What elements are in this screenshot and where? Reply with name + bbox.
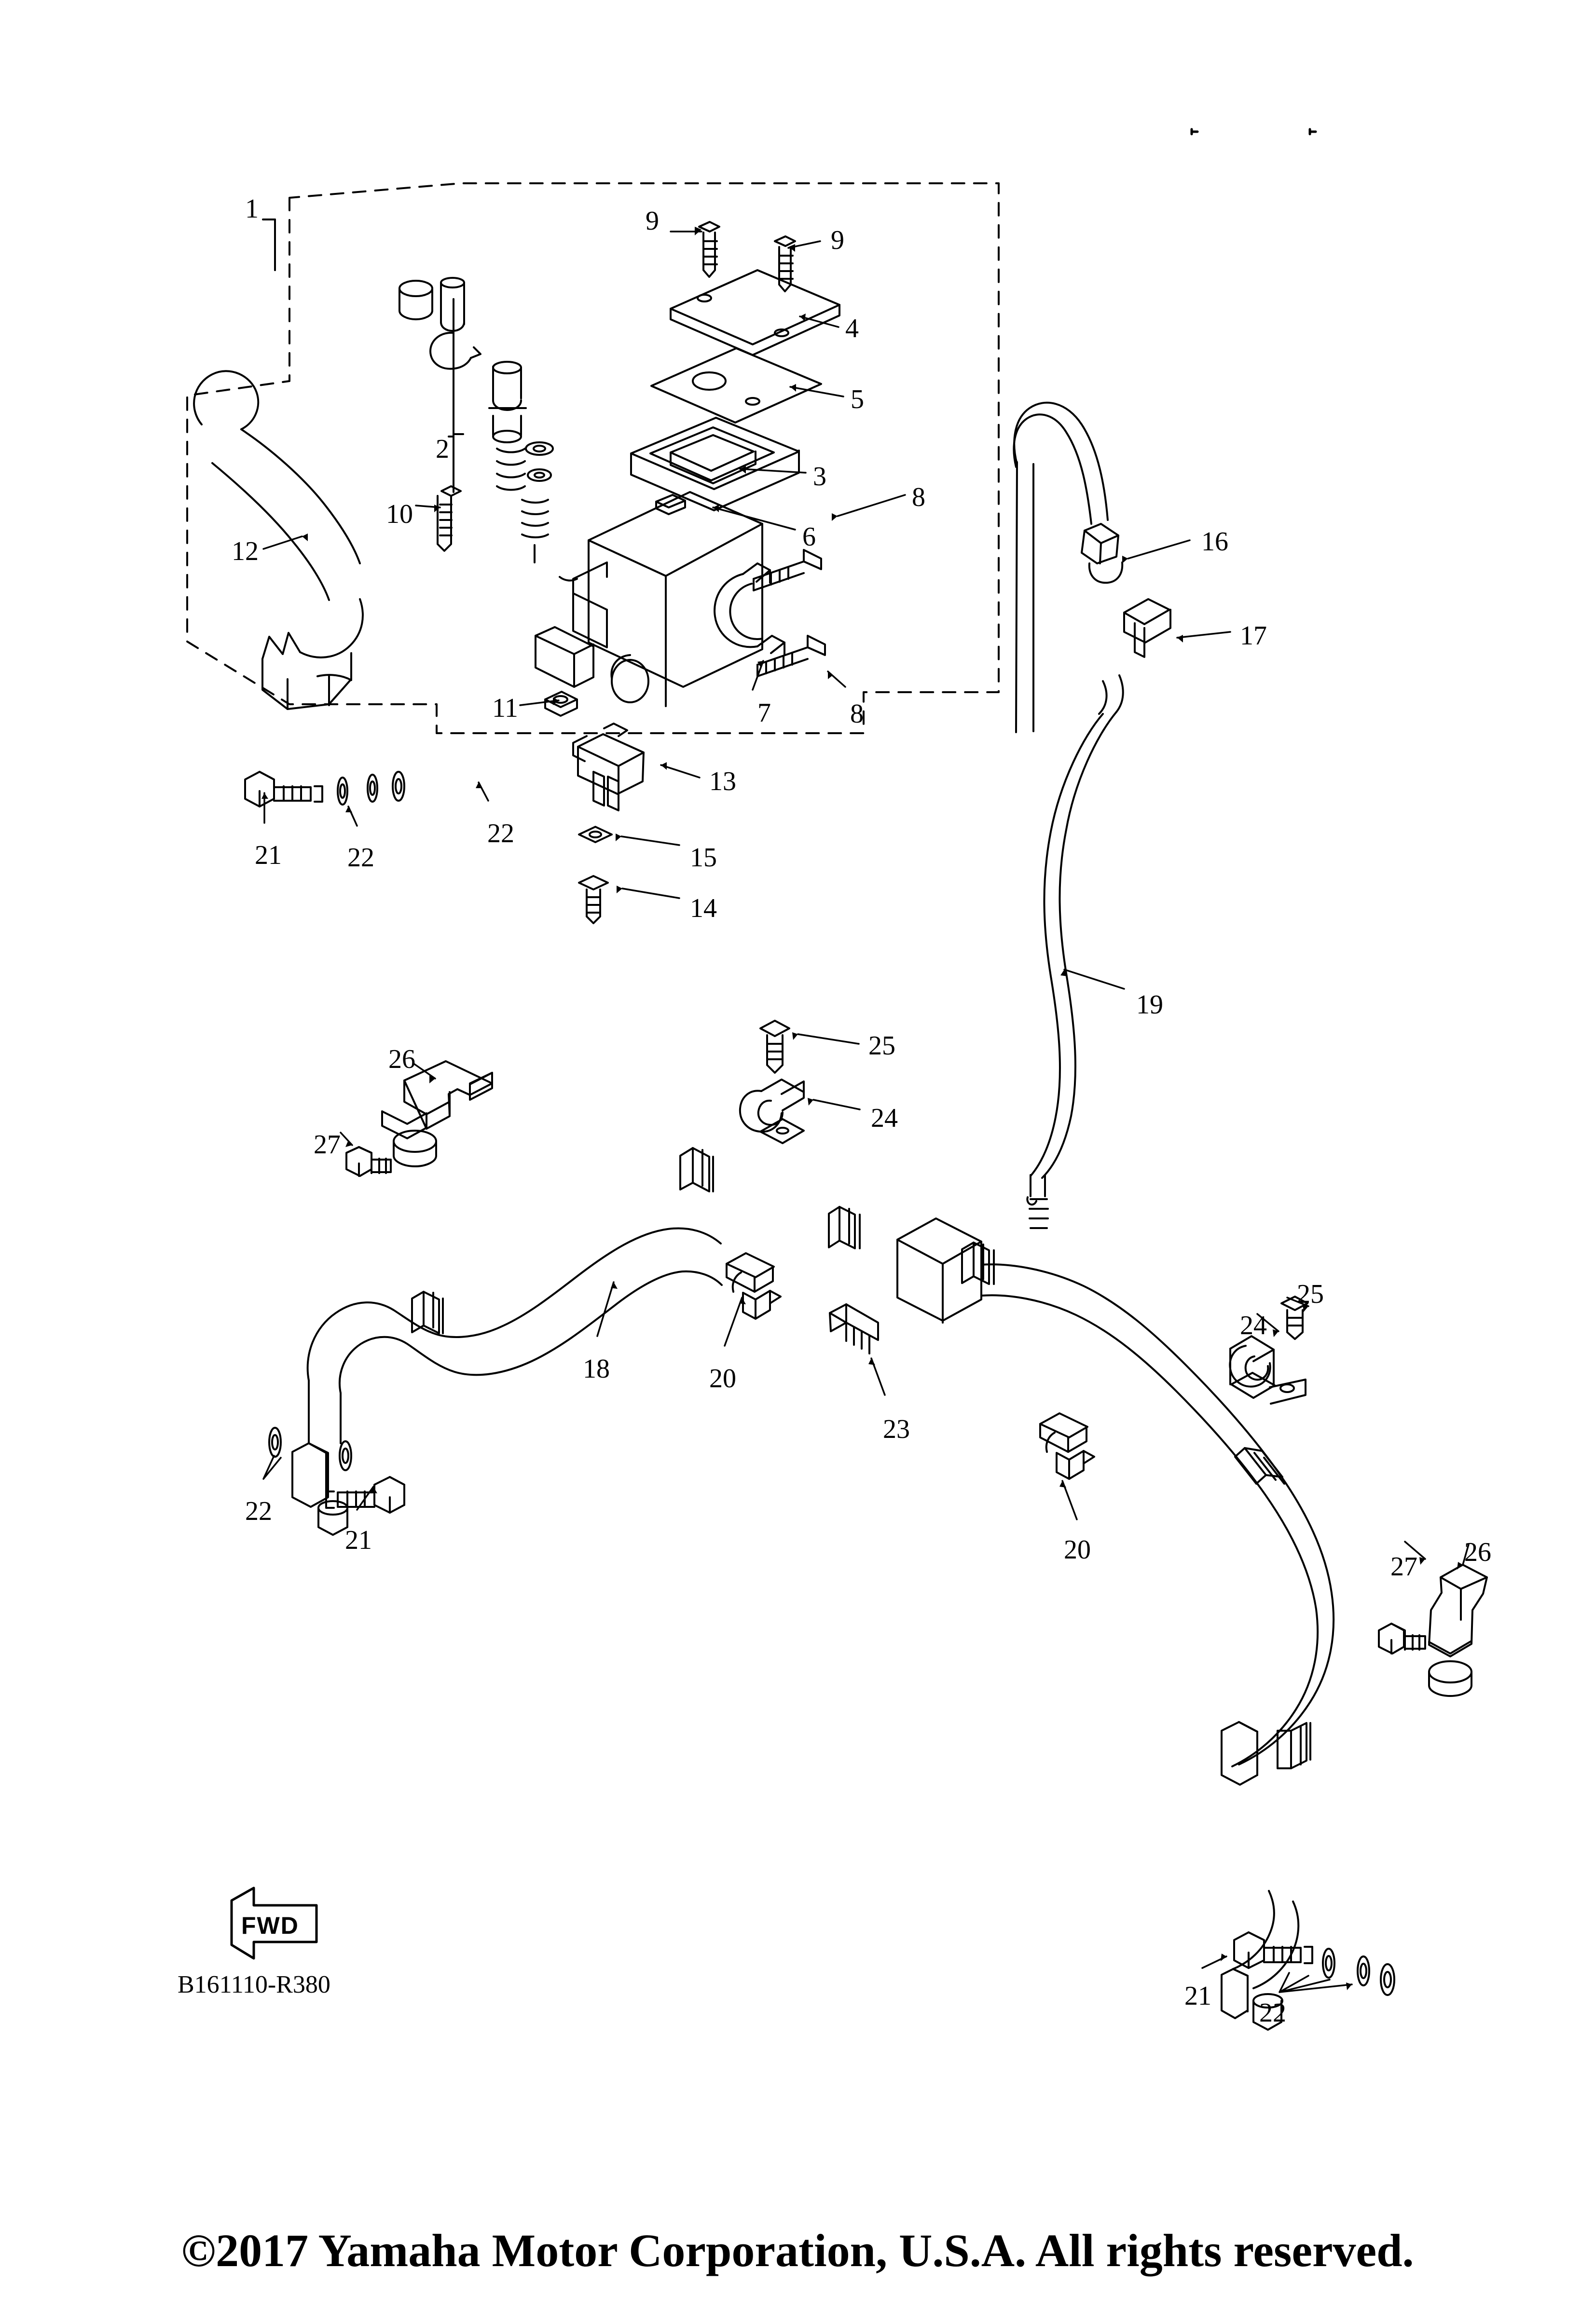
callout-label: 15 xyxy=(690,843,717,873)
callout-label: 1 xyxy=(245,194,259,224)
part-14-screw xyxy=(579,876,608,923)
callout-label: 10 xyxy=(386,499,413,529)
part-22-washers-upper xyxy=(338,772,404,805)
part-code-label: B161110-R380 xyxy=(178,1971,330,1998)
part-22-washers-bottom-right xyxy=(1323,1949,1394,1995)
part-25-bolt-upper xyxy=(760,1021,789,1073)
callout-label: 20 xyxy=(1064,1535,1091,1565)
callout-label: 7 xyxy=(757,698,771,728)
part-24-clamp-right xyxy=(1230,1336,1306,1404)
callout-label: 9 xyxy=(646,206,659,236)
part-26-bracket-right xyxy=(1429,1565,1487,1696)
callout-label: 22 xyxy=(245,1496,272,1526)
callout-label: 18 xyxy=(583,1354,610,1384)
callout-label: 21 xyxy=(1184,1981,1211,2011)
part-23-bolt xyxy=(830,1304,878,1353)
part-24-clamp-upper xyxy=(740,1080,804,1143)
callout-label: 5 xyxy=(851,384,864,414)
callout-label: 20 xyxy=(709,1364,736,1394)
part-21-union-bolt-upper xyxy=(245,772,322,807)
callout-label: 25 xyxy=(1297,1279,1324,1309)
copyright-notice: ©2017 Yamaha Motor Corporation, U.S.A. All rights reserved. xyxy=(181,2225,1414,2276)
leader-1 xyxy=(263,219,275,270)
callout-label: 22 xyxy=(347,843,374,873)
hose-collars-18 xyxy=(412,1148,860,1333)
part-18-hose-left xyxy=(292,1228,722,1535)
part-4-reservoir-cap xyxy=(671,270,839,355)
part-22-washers-lower-left xyxy=(269,1428,351,1470)
part-10-screw xyxy=(438,486,461,551)
part-6-plug xyxy=(656,495,685,514)
callout-label: 6 xyxy=(802,522,816,552)
callout-label: 17 xyxy=(1240,621,1267,651)
callout-label: 22 xyxy=(1259,1998,1286,2028)
part-11-nut xyxy=(545,692,577,716)
callout-label: 4 xyxy=(845,314,859,343)
callout-label: 27 xyxy=(1390,1552,1417,1582)
part-12-brake-lever xyxy=(194,371,363,709)
callout-label: 24 xyxy=(871,1103,898,1133)
part-3-reservoir-body xyxy=(631,418,799,510)
callout-label: 14 xyxy=(690,893,717,923)
callout-label: 22 xyxy=(487,819,514,848)
part-21-union-bolt-lower-left xyxy=(326,1477,404,1513)
part-27-bolt-left xyxy=(346,1147,391,1176)
callout-label: 23 xyxy=(883,1414,910,1444)
part-16-hose-end xyxy=(1014,403,1122,732)
callout-label: 9 xyxy=(831,225,844,255)
callout-label: 2 xyxy=(436,434,449,464)
hose-right-lower xyxy=(981,1264,1334,2030)
part-17-bracket xyxy=(1124,599,1170,657)
junction-block xyxy=(897,1218,981,1323)
part-15-washer xyxy=(579,827,612,842)
callout-label: 21 xyxy=(255,840,282,870)
callout-label: 26 xyxy=(388,1044,415,1074)
registration-marks xyxy=(1192,129,1316,134)
callout-label: 12 xyxy=(232,536,259,566)
part-8-bolts xyxy=(754,550,825,676)
callout-label: 27 xyxy=(314,1130,341,1160)
part-20-clip-left xyxy=(727,1253,781,1319)
callout-label: 3 xyxy=(813,462,826,492)
callout-label: 11 xyxy=(492,693,518,723)
callout-label: 24 xyxy=(1240,1311,1267,1340)
part-20-clip-right xyxy=(1040,1413,1094,1479)
callout-label: 13 xyxy=(709,766,736,796)
fwd-arrow-label: FWD xyxy=(241,1912,299,1939)
callout-label: 25 xyxy=(868,1031,895,1061)
part-2-piston-kit xyxy=(399,278,553,562)
callout-label: 16 xyxy=(1201,527,1228,557)
callout-label: 19 xyxy=(1136,990,1163,1020)
callout-label: 8 xyxy=(912,482,925,512)
callout-label: 21 xyxy=(345,1525,372,1555)
part-7-clamp xyxy=(715,563,784,655)
master-cylinder-body xyxy=(536,492,762,706)
part-13-switch xyxy=(573,724,644,810)
part-27-bolt-right xyxy=(1379,1624,1425,1654)
callout-label: 26 xyxy=(1464,1537,1491,1567)
part-26-bracket-left xyxy=(382,1061,492,1166)
callout-label: 8 xyxy=(850,699,864,729)
leader-lines xyxy=(263,232,1469,1992)
part-19-hose xyxy=(1027,675,1123,1228)
